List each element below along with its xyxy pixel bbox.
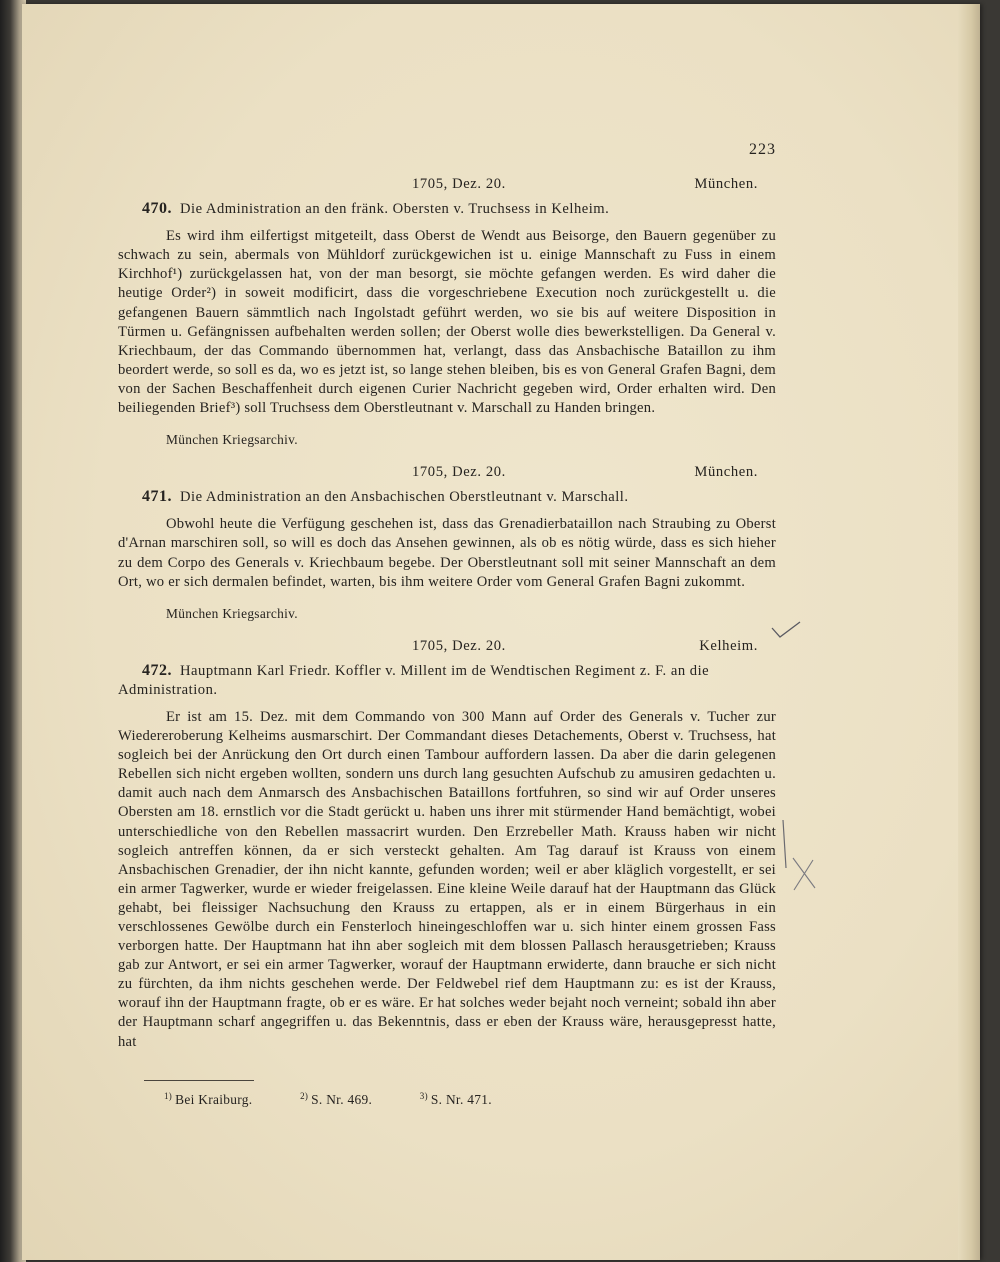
entry-body: Obwohl heute die Verfügung geschehen ist, dass das Grenadierbataillon nach Straubing zu Oberst d'Arnan marschiren soll, so will es doch das Ansehen gewinnen, als ob es nötig würde, dass es sich hieher zu dem Corpo des Generals v. Kriechbaum begebe. Der Oberstleutnant soll mit seiner Mannschaft an dem Ort, wo er sich dermalen befindet, warten, bis ihm weitere Order vom General Grafen Bagni zukommt. bbox=[118, 516, 776, 590]
entry-heading bbox=[118, 661, 776, 700]
entry-place: München. bbox=[694, 464, 758, 481]
page-edge bbox=[958, 4, 980, 1260]
entry-body: Es wird ihm eilfertigst mitgeteilt, dass Oberst de Wendt aus Beisorge, den Bauern gegenüber zu schwach zu sein, abermals von Mühldorf zurückgewichen ist u. einige Mannschaft zu Fuss in einem Kirchhof¹) zurückgelassen hat, von der man besorgt, sie möchte gefangen werden. Es wird daher die heutige Order²) in soweit modificirt, dass die vorgeschriebene Execution noch zurückgestellt u. die gefangenen Bauern sämmtlich nach Ingolstadt geführt werden, wo sie bis auf weitere Disposition in Türmen u. Gefängnissen aufbehalten werden sollen; der Oberst wolle dies bewerkstelligen. Da General v. Kriechbaum, der das Commando übernommen hat, verlangt, dass das Ansbachische Bataillon zu ihm beordert werde, so soll es da, wo es jetzt ist, so lange stehen bleiben, bis es von General Grafen Bagni, dem von der Sachen Beschaffenheit durch eigenen Curier Nachricht gegeben wird, Order erhalten wird. Den beiliegenden Brief³) soll Truchsess dem Oberstleutnant v. Marschall zu Handen bringen. bbox=[118, 228, 776, 417]
entry-place: München. bbox=[694, 176, 758, 193]
entry-dateline bbox=[118, 175, 776, 195]
footnote-1 bbox=[164, 1092, 252, 1107]
entry-number: 472. bbox=[142, 661, 172, 679]
entry-dateline bbox=[118, 637, 776, 657]
footnote-2 bbox=[300, 1092, 372, 1107]
entry-title: Die Administration an den fränk. Obersten v. Truchsess in Kelheim. bbox=[180, 201, 610, 218]
page-text bbox=[118, 140, 776, 1109]
page-number: 223 bbox=[749, 141, 776, 158]
footnotes bbox=[164, 1087, 776, 1109]
footnote-text: S. Nr. 471. bbox=[430, 1091, 492, 1107]
entry-place: Kelheim. bbox=[699, 637, 758, 654]
entry-title: Die Administration an den Ansbachischen Oberstleutnant v. Marschall. bbox=[180, 489, 629, 506]
entry-heading bbox=[118, 487, 776, 507]
footnote-3 bbox=[420, 1092, 492, 1107]
footnote-text: S. Nr. 469. bbox=[311, 1091, 373, 1107]
footnote-mark: 3) bbox=[419, 1090, 428, 1101]
entry-number: 470. bbox=[142, 200, 172, 218]
entry-date: 1705, Dez. 20. bbox=[412, 637, 506, 654]
entry-source: München Kriegsarchiv. bbox=[166, 605, 298, 621]
entry-source: München Kriegsarchiv. bbox=[166, 432, 298, 448]
entry-body: Er ist am 15. Dez. mit dem Commando von 300 Mann auf Order des Generals v. Tucher zur Wiedereroberung Kelheims ausmarschirt. Der Commandant dieses Detachements, Oberst v. Truchsess, hat sogleich bei der Anrückung den Ort durch einen Tambour auffordern lassen. Da aber die darin gelegenen Rebellen sich nicht ergeben wollten, sondern uns durch lang gesuchten Aufschub zu amusiren gedachten u. damit auch nach dem Anmarsch des Ansbachischen Bataillons fortfuhren, so sind wir auf Order unseres Obersten am 18. ernstlich vor die Stadt gerückt u. haben uns ihrer mit stürmender Hand bemächtigt, wobei unterschiedliche von den Rebellen massacrirt wurden. Den Erzrebeller Math. Krauss haben wir nicht sogleich antreffen können, da er sich versteckt gehalten. Am Tag darauf ist Krauss von einem Ansbachischen Grenadier, der ihn nicht kannte, gefunden worden; weil er aber kläglich vorgestellt, er sei ein armer Tagwerker, wurde er wieder freigelassen. Eine kleine Weile darauf hat der Hauptmann das Glück gehabt, bei fleissiger Nachsuchung den Krauss zu ertappen, als er in einem Bürgerhaus in ein verschlossenes Gewölbe durch ein Fensterloch hineingeschloffen war u. sich hinter einem grossen Fass verborgen hatte. Der Hauptmann hat ihn aber sogleich mit dem blossen Pallasch herausgetrieben; Krauss gab zur Antwort, er sei ein armer Tagwerker, worauf der Hauptmann erwiderte, dann brauche er sich nicht zu fürchten, da ihm nichts geschehen werde. Der Feldwebel rief dem Hauptmann zu: es ist der Krauss, worauf ihn der Hauptmann fragte, ob er es wäre. Er hat solches weder bejaht noch verneint; sobald ihn aber der Hauptmann scharf angegriffen u. das Bekenntnis, dass er eben der Krauss wäre, herausgepresst hatte, hat bbox=[118, 708, 776, 1050]
entry-date: 1705, Dez. 20. bbox=[412, 464, 506, 481]
footnote-mark: 1) bbox=[164, 1090, 173, 1101]
entry-date: 1705, Dez. 20. bbox=[412, 176, 506, 193]
entry-dateline bbox=[118, 463, 776, 483]
footnote-rule bbox=[144, 1080, 254, 1081]
footnote-mark: 2) bbox=[300, 1090, 309, 1101]
footnote-text: Bei Kraiburg. bbox=[175, 1091, 253, 1107]
entry-title: Hauptmann Karl Friedr. Koffler v. Millent im de Wendtischen Regiment z. F. an die Administration. bbox=[118, 662, 710, 698]
entry-number: 471. bbox=[142, 488, 172, 506]
entry-heading bbox=[118, 199, 776, 219]
